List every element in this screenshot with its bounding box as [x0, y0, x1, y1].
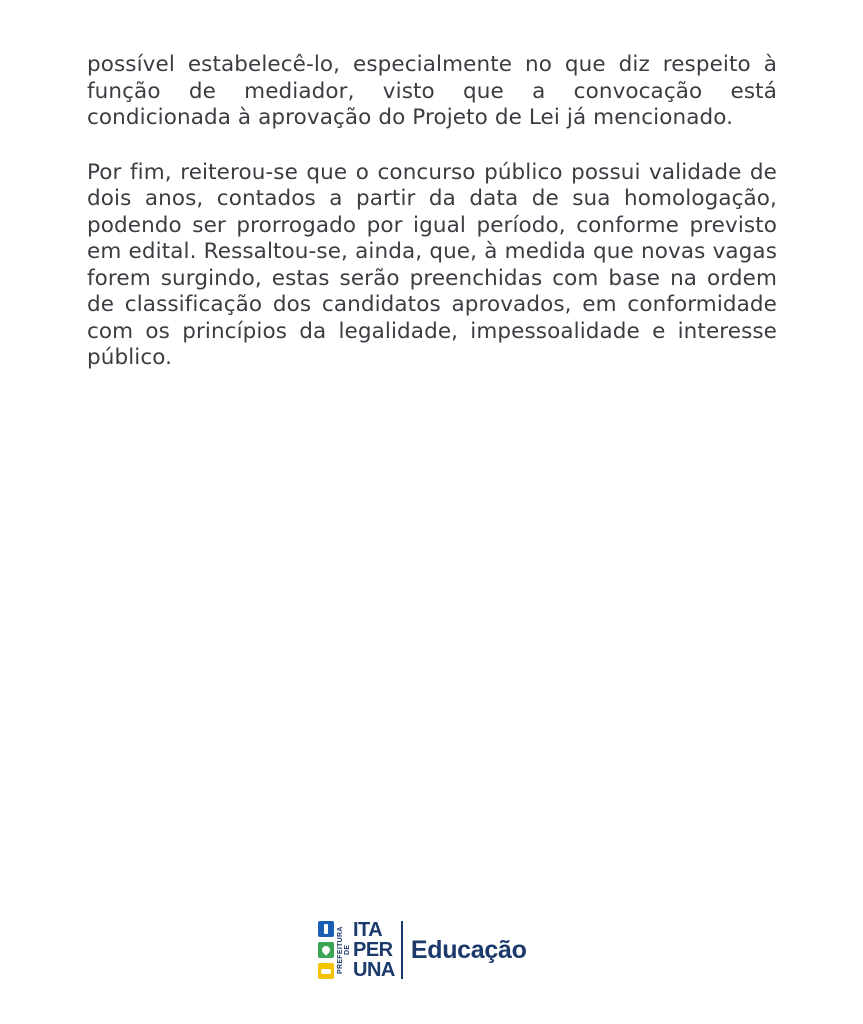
- logo-divider: [401, 921, 403, 979]
- paragraph: Por fim, reiterou-se que o concurso público possui validade de dois anos, contados a partir da data de sua homologação, podendo ser prorrogado por igual período, conforme previsto em edital. Ressaltou-se, ainda, que, à medida que novas vagas forem surgindo, estas serão preenchidas com base na ordem de classificação dos candidatos aprovados, em conformidade com os princípios da legalidade, impessoalidade e interesse público.: [87, 159, 777, 370]
- logo-prefeitura-label: PREFEITURA DE: [337, 926, 351, 974]
- city-line: PER: [353, 939, 393, 961]
- document-body: [87, 52, 777, 372]
- department-label: Educação: [410, 935, 527, 964]
- itaperuna-education-logo: [318, 920, 527, 980]
- animal-icon: [318, 963, 334, 979]
- tower-icon: [318, 921, 334, 937]
- city-line: UNA: [353, 959, 395, 981]
- heart-icon: [318, 942, 334, 958]
- logo-tiles: [318, 921, 334, 979]
- paragraph: possível estabelecê-lo, especialmente no que diz respeito à função de mediador, visto que a convocação está condicionada à aprovação do Projeto de Lei já mencionado.: [87, 52, 777, 130]
- city-line: ITA: [353, 919, 383, 941]
- logo-city-name: [353, 920, 395, 980]
